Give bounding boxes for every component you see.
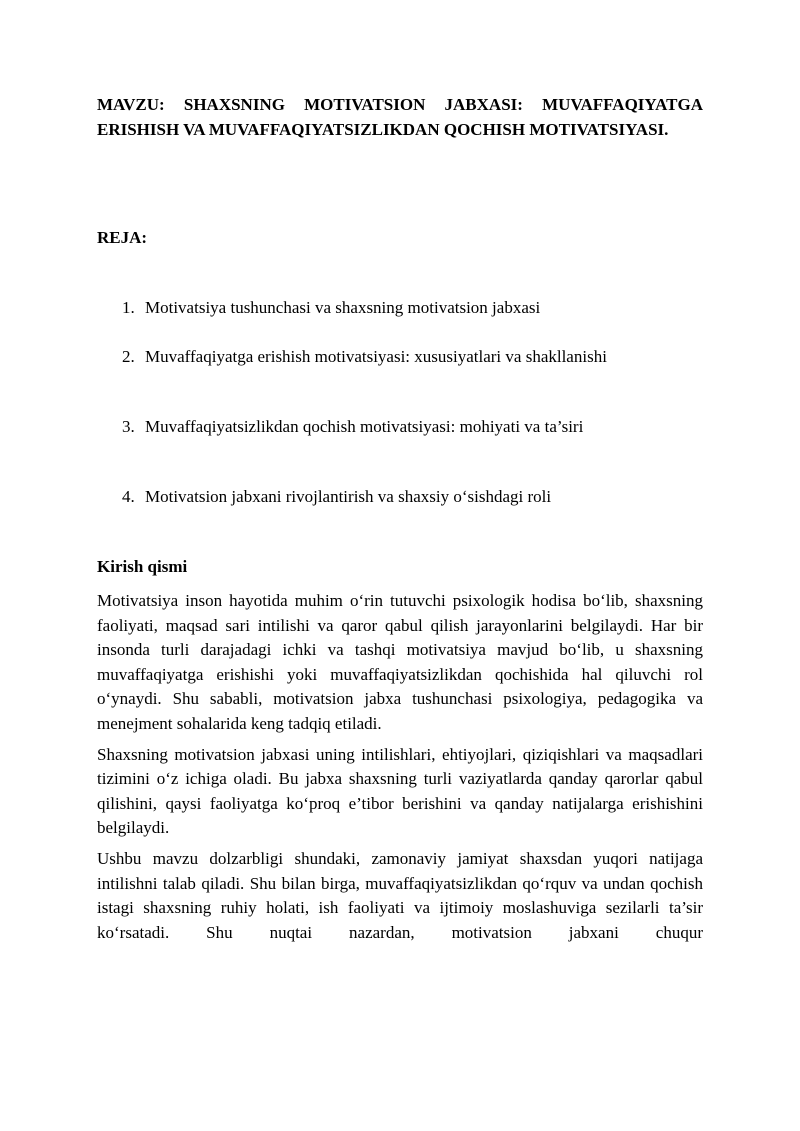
plan-heading: REJA: <box>97 228 148 247</box>
document-page <box>97 92 703 945</box>
plan-item <box>97 484 703 509</box>
plan-list <box>97 295 703 509</box>
plan-item-text: Muvaffaqiyatga erishish motivatsiyasi: xususiyatlari va shakllanishi <box>145 347 607 366</box>
body-paragraph: Shaxsning motivatsion jabxasi uning intilishlari, ehtiyojlari, qiziqishlari va maqsadlari tizimini o‘z ichiga oladi. Bu jabxa shaxsning turli vaziyatlarda qanday qarorlar qabul qilishini, qaysi faoliyatga ko‘proq e’tibor berishini va qanday natijalarga erishishini belgilaydi. <box>97 744 703 838</box>
plan-item-number: 1. <box>122 298 135 317</box>
body-paragraph: Ushbu mavzu dolzarbligi shundaki, zamonaviy jamiyat shaxsdan yuqori natijaga intilishni talab qiladi. Shu bilan birga, muvaffaqiyatsizlikdan qo‘rquv va undan qochish istagi shaxsning ruhiy holati, ish faoliyati va ijtimoiy moslashuviga sezilarli ta’sir ko‘rsatadi. Shu nuqtai nazardan, motivatsion jabxani chuqur <box>97 848 703 942</box>
plan-item-text: Muvaffaqiyatsizlikdan qochish motivatsiyasi: mohiyati va ta’siri <box>145 417 584 436</box>
plan-item-number: 4. <box>122 487 135 506</box>
plan-item <box>97 414 703 439</box>
plan-item <box>97 295 703 320</box>
plan-item <box>97 344 703 369</box>
document-title: MAVZU: SHAXSNING MOTIVATSION JABXASI: MUVAFFAQIYATGA ERISHISH VA MUVAFFAQIYATSIZLIKDAN QOCHISH MOTIVATSIYASI. <box>97 95 703 139</box>
body-paragraph: Motivatsiya inson hayotida muhim o‘rin tutuvchi psixologik hodisa bo‘lib, shaxsning faoliyati, maqsad sari intilishi va qaror qabul qilish jarayonlarini belgilaydi. Har bir insonda turli darajadagi ichki va tashqi motivatsiya mavjud bo‘lib, u shaxsning muvaffaqiyatga erishishi yoki muvaffaqiyatsizlikdan qochishida hal qiluvchi rol o‘ynaydi. Shu sababli, motivatsion jabxa tushunchasi psixologiya, pedagogika va menejment sohalarida keng tadqiq etiladi. <box>97 591 703 733</box>
plan-item-text: Motivatsion jabxani rivojlantirish va shaxsiy o‘sishdagi roli <box>145 487 552 506</box>
plan-item-text: Motivatsiya tushunchasi va shaxsning motivatsion jabxasi <box>145 298 541 317</box>
intro-heading: Kirish qismi <box>97 557 188 576</box>
plan-item-number: 2. <box>122 347 135 366</box>
plan-item-number: 3. <box>122 417 135 436</box>
